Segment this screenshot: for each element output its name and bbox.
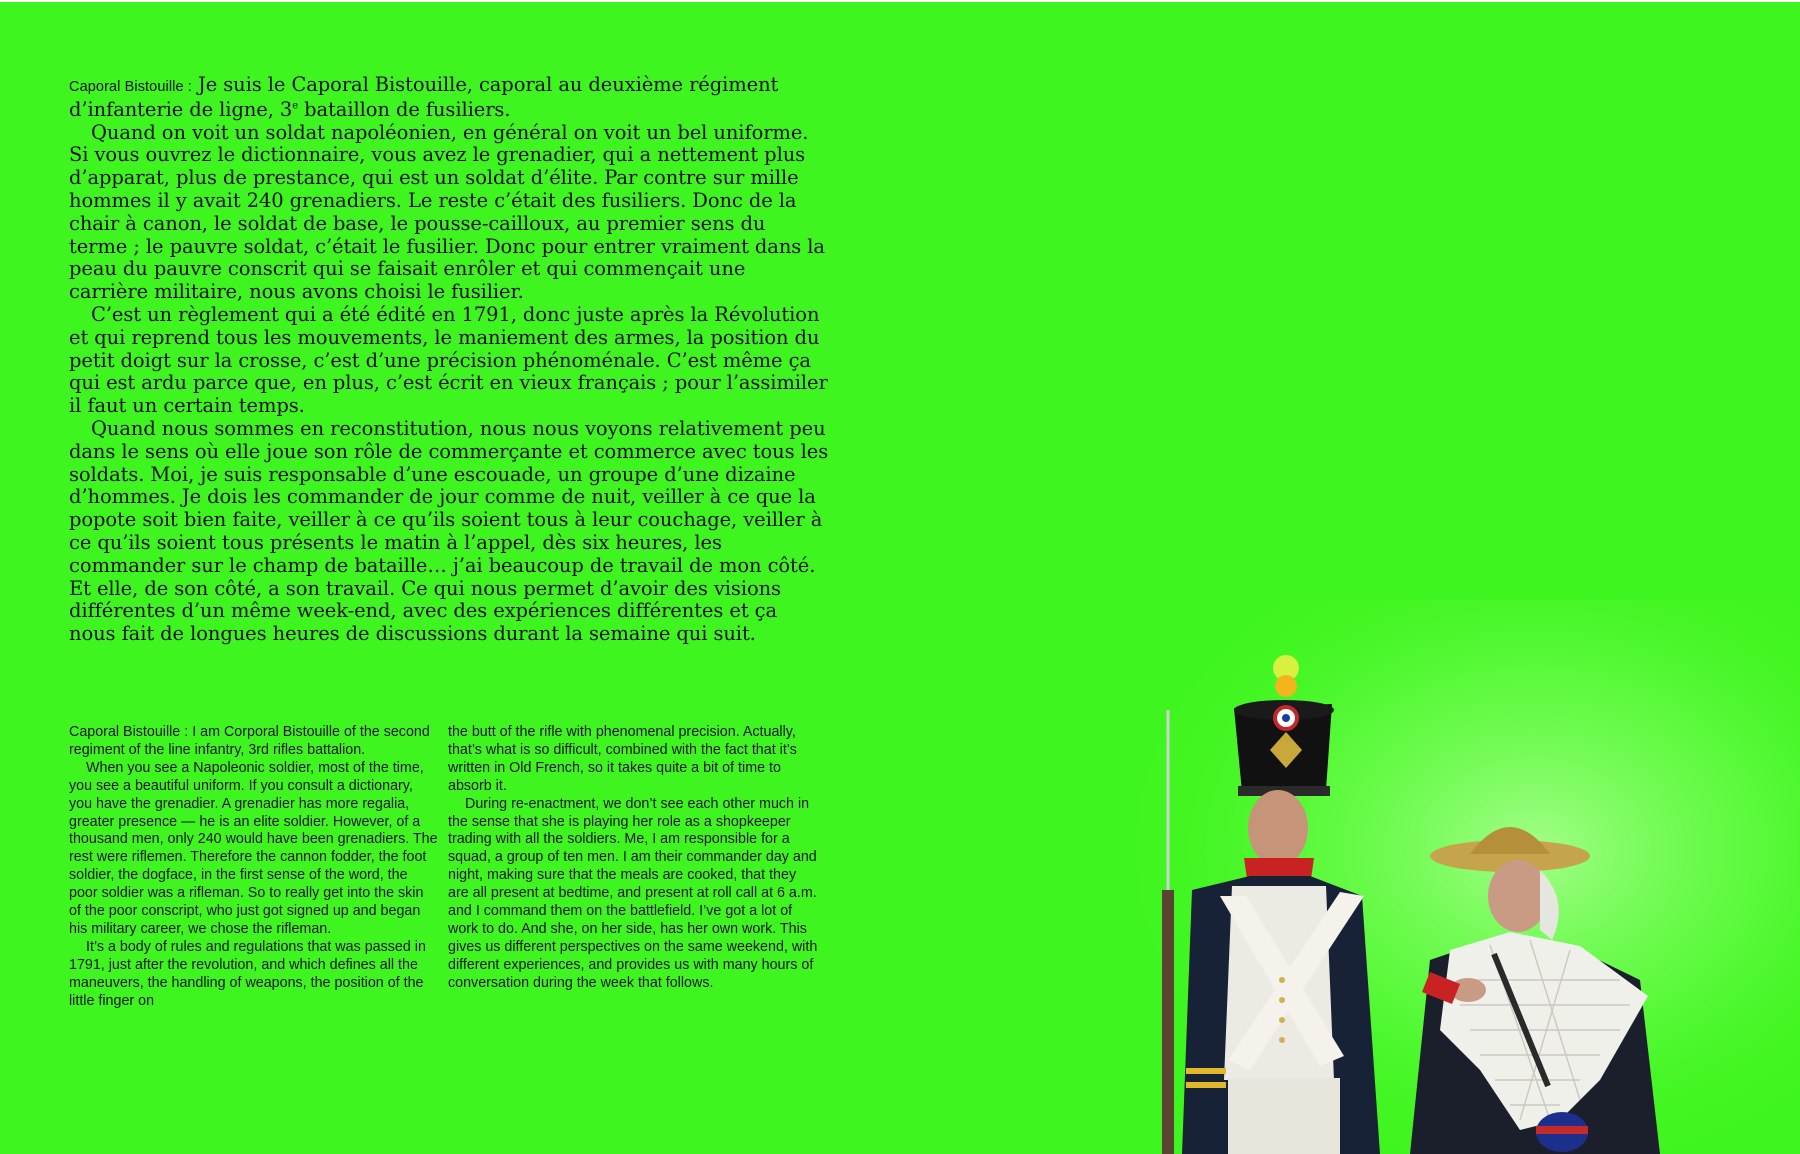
reenactors-photo — [1100, 600, 1800, 1154]
french-paragraph-4: Quand nous sommes en reconstitution, nous nous voyons relativement peu dans le sens où elle joue son rôle de commerçante et commerce avec tous les soldats. Moi, je suis responsable d’une escouade, un groupe d’une dizaine d’hommes. Je dois les commander de jour comme de nuit, veiller à ce que la popote soit bien faite, veiller à ce qu’ils soient tous à leur couchage, veiller à ce qu’ils soient tous présents le matin à l’appel, dès six heures, les commander sur le champ de bataille… j’ai beaucoup de travail de mon côté. Et elle, de son côté, a son travail. Ce qui nous permet d’avoir des visions différentes d’un même week-end, avec des expériences différentes et ça nous fait de longues heures de discussions durant la semaine qui suit. — [69, 416, 829, 646]
english-paragraph-1 — [69, 724, 439, 760]
french-paragraph-3: C’est un règlement qui a été édité en 1791, donc juste après la Révolution et qui reprend tous les mouvements, le maniement des armes, la position du petit doigt sur la crosse, c’est d’une précision phénoménale. C’est même ça qui est ardu parce que, en plus, c’est écrit en vieux français ; pour l’assimiler il faut un certain temps. — [69, 302, 828, 418]
english-paragraph-3-end: the butt of the rifle with phenomenal precision. Actually, that’s what is so difficult, combined with the fact that it’s written in Old French, so it takes quite a bit of time to absorb it. — [448, 724, 797, 794]
french-p1-text-end: bataillon de fusiliers. — [298, 97, 511, 121]
french-paragraph-2: Quand on voit un soldat napoléonien, en général on voit un bel uniforme. Si vous ouvrez le dictionnaire, vous avez le grenadier, qui a nettement plus d’apparat, plus de prestance, qui est un soldat d’élite. Par contre sur mille hommes il y avait 240 grenadiers. Le reste c’était des fusiliers. Donc de la chair à canon, le soldat de base, le pousse-cailloux, au premier sens du terme ; le pauvre soldat, c’était le fusilier. Donc pour entrer vraiment dans la peau du pauvre conscrit qui se faisait enrôler et qui commençait une carrière militaire, nous avons choisi le fusilier. — [69, 120, 825, 304]
english-speaker-label: Caporal Bistouille : — [69, 724, 189, 740]
french-paragraph-1 — [69, 74, 829, 122]
english-column-right — [448, 724, 818, 993]
french-text-block — [69, 74, 829, 646]
english-column-left — [69, 724, 439, 1011]
french-p1-superscript: e — [292, 100, 299, 112]
french-p1-text: Je suis le Caporal Bistouille, caporal au deuxième régiment d’infanterie de ligne, 3 — [69, 73, 779, 121]
english-paragraph-3-start: It’s a body of rules and regulations that was passed in 1791, just after the revolution, and which defines all the maneuvers, the handling of weapons, the position of the little finger on — [69, 938, 426, 1009]
french-speaker-label: Caporal Bistouille : — [69, 79, 192, 95]
english-paragraph-4: During re-enactment, we don’t see each other much in the sense that she is playing her role as a shopkeeper trading with all the soldiers. Me, I am responsible for a squad, a group of ten men. I am their commander day and night, making sure that the meals are cooked, that they are all present at bedtime, and present at roll call at 6 a.m. and I command them on the battlefield. I’ve got a lot of work to do. And she, on her side, has her own work. This gives us different perspectives on the same weekend, with different experiences, and provides us with many hours of conversation during the week that follows. — [448, 795, 818, 991]
top-border — [0, 0, 1800, 2]
english-p1-text: I am Corporal Bistouille of the second regiment of the line infantry, 3rd rifles battalion. — [69, 724, 430, 758]
english-paragraph-2: When you see a Napoleonic soldier, most of the time, you see a beautiful uniform. If you consult a dictionary, you have the grenadier. A grenadier has more regalia, greater presence — he is an elite soldier. However, of a thousand men, only 240 would have been grenadiers. The rest were riflemen. Therefore the cannon fodder, the foot soldier, the dogface, in the first sense of the word, the poor soldier was a rifleman. So to really get into the skin of the poor conscript, who just got signed up and began his military career, we chose the rifleman. — [69, 759, 438, 937]
